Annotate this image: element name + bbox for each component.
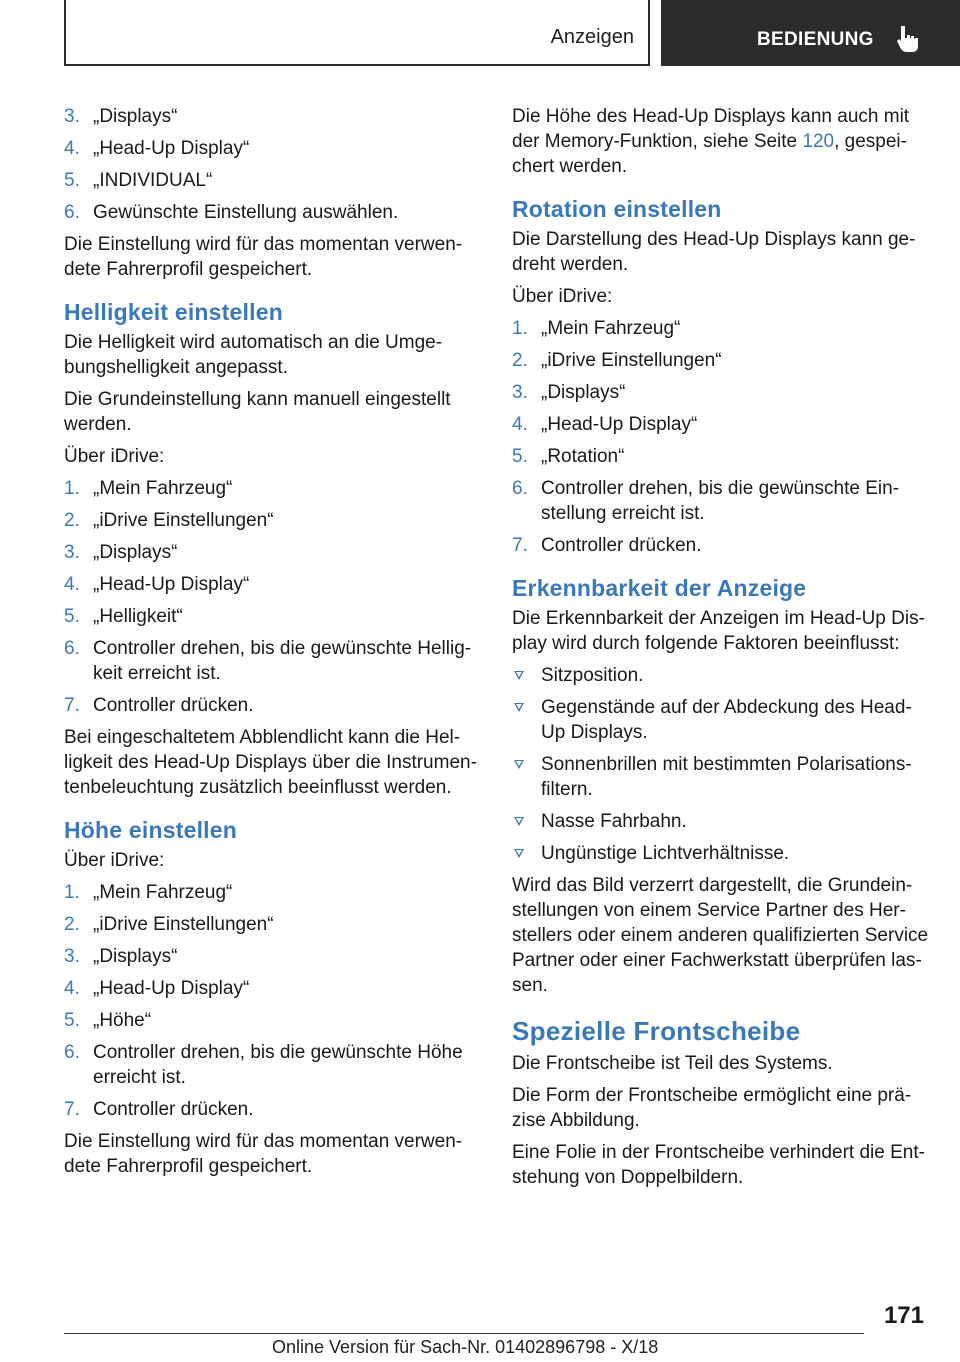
list-item: 5. „INDIVIDUAL“ [64, 170, 213, 191]
heading-windshield: Spezielle Frontscheibe [512, 1016, 801, 1046]
page-reference-link[interactable]: 120 [802, 131, 835, 152]
list-item: 4. „Head-Up Display“ [64, 574, 250, 595]
list-item: 5. „Rotation“ [512, 446, 625, 467]
list-item: 3. „Displays“ [512, 382, 626, 403]
list-item: 3. „Displays“ [64, 106, 178, 127]
paragraph: Die Einstellung wird für das momentan verwendete Fahrerprofil gespeichert. [64, 1131, 463, 1177]
footer-online-version: Online Version für Sach-Nr. 01402896798 - X/18 [272, 1337, 659, 1357]
triangle-bullet-icon [514, 760, 524, 769]
header-chapter-box [661, 0, 960, 66]
paragraph: Die Form der Frontscheibe ermöglicht eine präzise Abbildung. [512, 1085, 912, 1131]
paragraph: Die Einstellung wird für das momentan verwendete Fahrerprofil gespeichert. [64, 234, 463, 280]
list-item: 5. „Helligkeit“ [64, 606, 183, 627]
header-chapter-title: BEDIENUNG [757, 29, 874, 50]
pointing-hand-icon [895, 24, 921, 54]
triangle-bullet-icon [514, 703, 524, 712]
list-item: 7. Controller drücken. [64, 695, 254, 716]
list-item: 6. Controller drehen, bis die gewünschte Helligkeit erreicht ist. [64, 638, 472, 684]
list-item: 1. „Mein Fahrzeug“ [64, 478, 233, 499]
paragraph: Wird das Bild verzerrt dargestellt, die Grundeinstellungen von einem Service Partner des Herstellers oder einem anderen qualifizierten Service Partner oder einer Fachwerkstatt überprüfen lassen. [512, 875, 929, 996]
paragraph: Die Grundeinstellung kann manuell eingestellt werden. [64, 389, 451, 435]
page-number: 171 [883, 1302, 924, 1329]
heading-height: Höhe einstellen [64, 817, 237, 843]
list-item: 2. „iDrive Einstellungen“ [64, 914, 274, 935]
paragraph: Die Erkennbarkeit der Anzeigen im Head-Up Display wird durch folgende Faktoren beeinflusst: [512, 608, 925, 654]
paragraph: Über iDrive: [64, 850, 165, 871]
heading-brightness: Helligkeit einstellen [64, 299, 283, 325]
triangle-bullet-icon [514, 817, 524, 826]
triangle-bullet-icon [514, 849, 524, 858]
list-item: 3. „Displays“ [64, 542, 178, 563]
list-item: 3. „Displays“ [64, 946, 178, 967]
list-item: Ungünstige Lichtverhältnisse. [512, 841, 932, 866]
paragraph: Bei eingeschaltetem Abblendlicht kann die Helligkeit des Head-Up Displays über die Instrumentenbeleuchtung zusätzlich beeinflusst werden. [64, 727, 477, 798]
paragraph: Die Frontscheibe ist Teil des Systems. [512, 1053, 833, 1074]
list-item: 6. Gewünschte Einstellung auswählen. [64, 202, 399, 223]
paragraph: Eine Folie in der Frontscheibe verhindert die Entstehung von Doppelbildern. [512, 1142, 925, 1188]
paragraph: Über iDrive: [512, 286, 613, 307]
steps-list-height [64, 880, 480, 1122]
list-item: 1. „Mein Fahrzeug“ [512, 318, 681, 339]
steps-list-brightness [64, 476, 480, 718]
list-item: 5. „Höhe“ [64, 1010, 152, 1031]
list-item: Sonnenbrillen mit bestimmten Polarisationsfiltern. [512, 752, 932, 802]
list-item: 7. Controller drücken. [512, 535, 702, 556]
header-section-box [64, 0, 650, 66]
steps-list-rotation [512, 316, 932, 558]
left-column [64, 104, 480, 1186]
footer-divider [64, 1333, 864, 1334]
list-item: 6. Controller drehen, bis die gewünschte Einstellung erreicht ist. [512, 478, 900, 524]
paragraph: Über iDrive: [64, 446, 165, 467]
paragraph-memory: Die Höhe des Head-Up Displays kann auch mit der Memory-Funktion, siehe Seite 120, gespeichert werden. [512, 106, 910, 177]
list-item: Nasse Fahrbahn. [512, 809, 932, 834]
list-item: 2. „iDrive Einstellungen“ [512, 350, 722, 371]
factors-list [512, 663, 932, 866]
list-item: Gegenstände auf der Abdeckung des Head-Up Displays. [512, 695, 932, 745]
paragraph: Die Darstellung des Head-Up Displays kann gedreht werden. [512, 229, 916, 275]
steps-list-individual [64, 104, 480, 225]
list-item: 4. „Head-Up Display“ [64, 138, 250, 159]
header-section-title: Anzeigen [550, 26, 634, 48]
list-item: 1. „Mein Fahrzeug“ [64, 882, 233, 903]
right-column [512, 104, 932, 1197]
heading-visibility: Erkennbarkeit der Anzeige [512, 575, 807, 601]
triangle-bullet-icon [514, 671, 524, 680]
list-item: 7. Controller drücken. [64, 1099, 254, 1120]
list-item: Sitzposition. [512, 663, 932, 688]
list-item: 4. „Head-Up Display“ [512, 414, 698, 435]
list-item: 6. Controller drehen, bis die gewünschte Höhe erreicht ist. [64, 1042, 463, 1088]
heading-rotation: Rotation einstellen [512, 196, 722, 222]
paragraph: Die Helligkeit wird automatisch an die Umgebungshelligkeit angepasst. [64, 332, 443, 378]
list-item: 2. „iDrive Einstellungen“ [64, 510, 274, 531]
list-item: 4. „Head-Up Display“ [64, 978, 250, 999]
